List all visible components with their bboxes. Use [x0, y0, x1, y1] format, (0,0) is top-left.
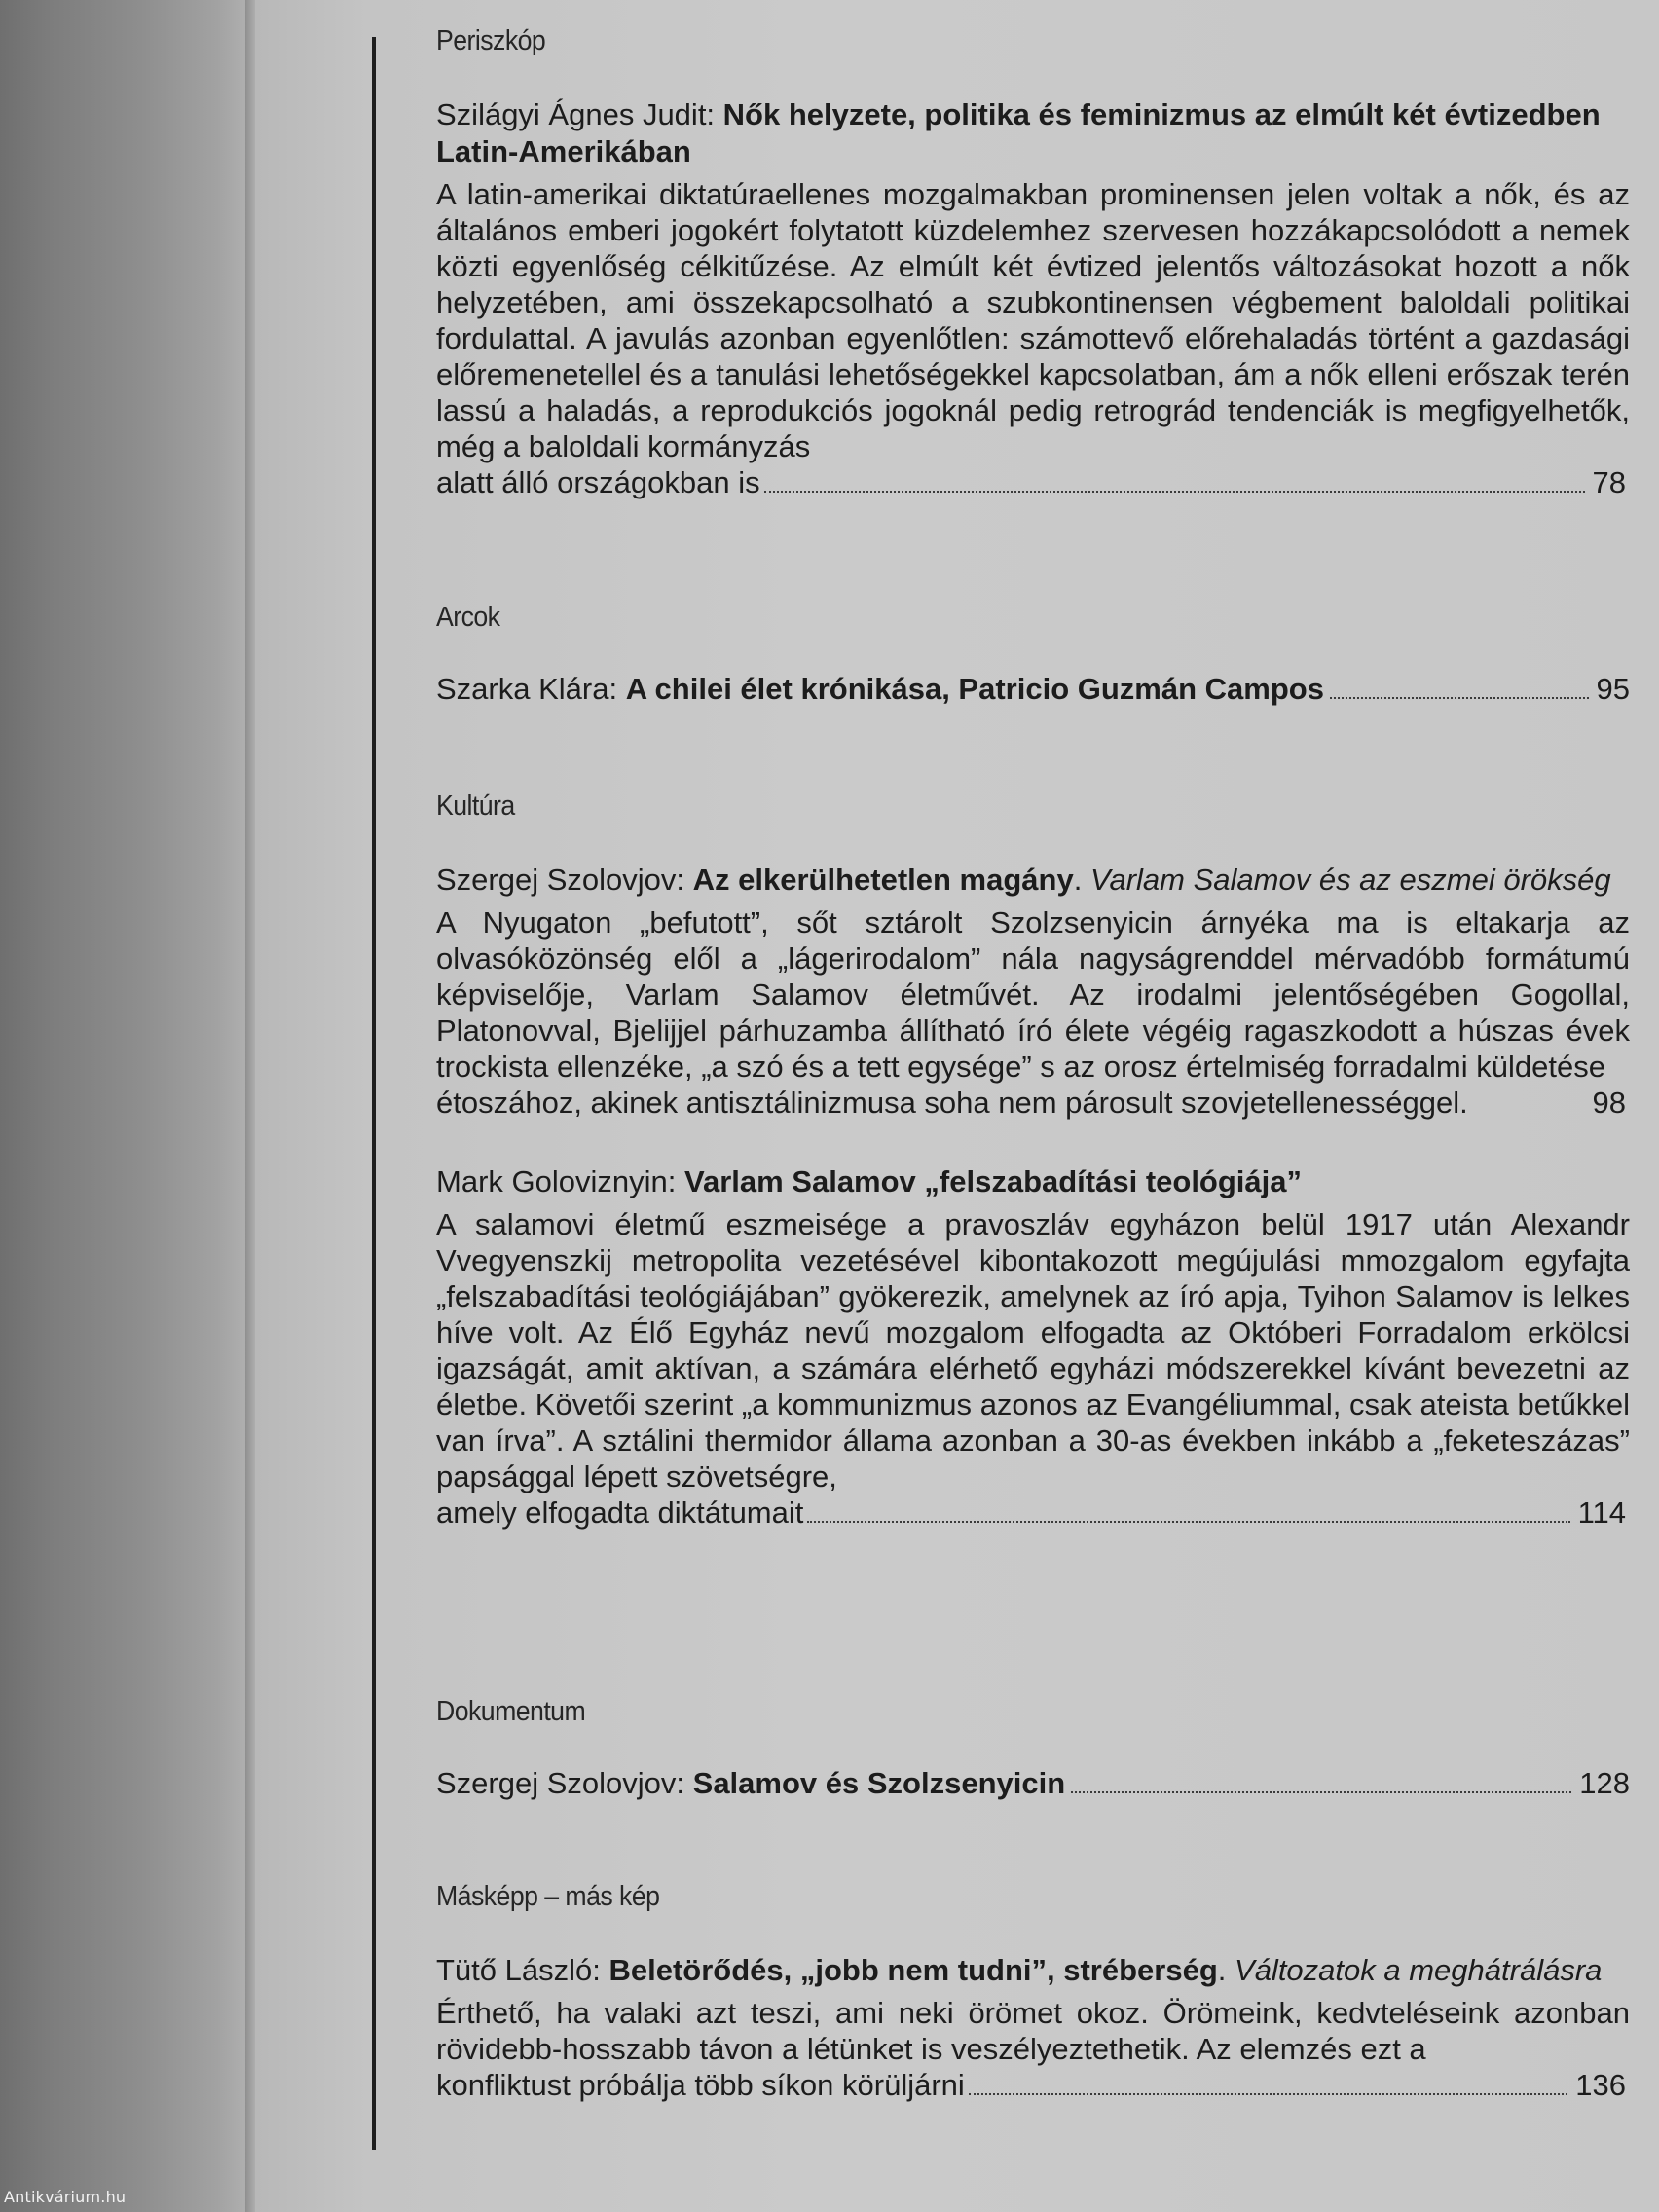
- section-label: Másképp – más kép: [436, 1881, 660, 1912]
- entry-author: Tütő László:: [436, 1953, 601, 1987]
- entry-title: Salamov és Szolzsenyicin: [692, 1766, 1066, 1800]
- entry-title: Az elkerülhetetlen magány: [692, 863, 1074, 897]
- vertical-rule: [372, 37, 376, 2150]
- page-number: 78: [1592, 465, 1626, 499]
- section-dokumentum: [436, 1696, 1630, 1802]
- dot-leader: [807, 1521, 1569, 1523]
- section-label: Kultúra: [436, 791, 515, 822]
- page-number: 98: [1592, 1086, 1626, 1120]
- toc-line: [436, 1085, 1630, 1121]
- entry-abstract-end: konfliktust próbálja több síkon körüljárni: [436, 2068, 965, 2102]
- entry-author: Mark Goloviznyin:: [436, 1164, 677, 1198]
- section-label: Periszkóp: [436, 25, 546, 56]
- page-number: 114: [1577, 1495, 1626, 1530]
- entry-abstract: Érthető, ha valaki azt teszi, ami neki örömet okoz. Örömeink, kedvteléseink azonban rövidebb-hosszabb távon a létünket is veszélyeztethetik. Az elemzés ezt a: [436, 1996, 1630, 2066]
- contents-page: [255, 0, 1659, 2212]
- entry-abstract-end: amely elfogadta diktátumait: [436, 1495, 804, 1530]
- entry-title: Nők helyzete, politika és feminizmus az elmúlt két évtizedben Latin-Amerikában: [436, 97, 1601, 168]
- entry-abstract-end: alatt álló országokban is: [436, 465, 760, 499]
- entry-subtitle: Varlam Salamov és az eszmei örökség: [1089, 863, 1611, 897]
- dot-leader: [969, 2093, 1567, 2095]
- page-number: 128: [1579, 1766, 1630, 1800]
- section-kultura: [436, 791, 1630, 1530]
- toc-line: [436, 671, 1630, 708]
- dot-leader: [764, 491, 1585, 493]
- entry-abstract-end: étoszához, akinek antisztálinizmusa soha nem párosult szovjetellenességgel.: [436, 1086, 1468, 1120]
- toc-line: [436, 2067, 1630, 2103]
- entry-author: Szarka Klára:: [436, 672, 618, 706]
- section-label: Dokumentum: [436, 1696, 586, 1727]
- entry-author: Szilágyi Ágnes Judit:: [436, 97, 716, 131]
- page-number: 95: [1596, 672, 1630, 706]
- toc-line: [436, 1494, 1630, 1530]
- toc-entry-title: Tütő László: Beletörődés, „jobb nem tudni”, stréberség. Változatok a meghátrálásra: [436, 1953, 1603, 1987]
- entry-abstract: A latin-amerikai diktatúraellenes mozgalmakban prominensen jelen voltak a nők, és az általános emberi jogokért folytatott küzdelemhez szervesen hozzákapcsolódott a nemek közti egyenlőség célkitűzése. Az elmúlt két évtized jelentős változásokat hozott a nők helyzetében, ami összekapcsolható a szubkontinensen végbement baloldali politikai fordulattal. A javulás azonban egyenlőtlen: számottevő előrehaladás történt a gazdasági előremenetellel és a tanulási lehetőségekkel kapcsolatban, ám a nők elleni erőszak terén lassú a haladás, a reprodukciós jogoknál pedig retrográd tendenciák is megfigyelhetők, még a baloldali kormányzás: [436, 177, 1630, 463]
- dot-leader: [1330, 697, 1589, 699]
- entry-title: A chilei élet krónikása, Patricio Guzmán Campos: [625, 672, 1324, 706]
- section-periszkop: [436, 25, 1630, 500]
- page-number: 136: [1575, 2068, 1626, 2102]
- entry-title: Beletörődés, „jobb nem tudni”, stréberség: [608, 1953, 1218, 1987]
- entry-author: Szergej Szolovjov:: [436, 1766, 685, 1800]
- toc-entry-title: [436, 96, 1630, 170]
- book-spine: [0, 0, 255, 2212]
- toc-line: [436, 1765, 1630, 1802]
- section-maskepp: [436, 1881, 1630, 2103]
- watermark: Antikvárium.hu: [4, 2188, 127, 2206]
- toc-line: [436, 464, 1630, 500]
- section-arcok: [436, 602, 1630, 708]
- entry-abstract: A Nyugaton „befutott”, sőt sztárolt Szolzsenyicin árnyéka ma is eltakarja az olvasóközönség elől a „lágerirodalom” nála nagyságrenddel mérvadóbb formátumú képviselője, Varlam Salamov életművét. Az irodalmi jelentőségében Gogollal, Platonovval, Bjelijjel párhuzamba állítható író élete végéig ragaszkodott a húszas évek trockista ellenzéke, „a szó és a tett egysége” s az orosz értelmiség forradalmi küldetése: [436, 905, 1630, 1084]
- entry-author: Szergej Szolovjov:: [436, 863, 685, 897]
- dot-leader: [1071, 1791, 1571, 1793]
- toc-entry-title: Szergej Szolovjov: Az elkerülhetetlen magány. Varlam Salamov és az eszmei örökség: [436, 863, 1611, 897]
- toc-entry-title: [436, 1163, 1630, 1200]
- entry-title: Varlam Salamov „felszabadítási teológiája”: [683, 1164, 1303, 1198]
- section-label: Arcok: [436, 602, 500, 633]
- entry-abstract: A salamovi életmű eszmeisége a pravoszláv egyházon belül 1917 után Alexandr Vvegyenszkij metropolita vezetésével kibontakozott megújulási mmozgalom egyfajta „felszabadítási teológiájában” gyökerezik, amelynek az író apja, Tyihon Salamov is lelkes híve volt. Az Élő Egyház nevű mozgalom elfogadta az Októberi Forradalom erkölcsi igazságát, amit aktívan, a számára elérhető egyházi módszerekkel kívánt bevezetni az életbe. Követői szerint „a kommunizmus azonos az Evangéliummal, csak ateista betűkkel van írva”. A sztálini thermidor állama azonban a 30-as években inkább a „feketeszázas” papsággal lépett szövetségre,: [436, 1207, 1630, 1493]
- entry-subtitle: Változatok a meghátrálásra: [1235, 1953, 1603, 1987]
